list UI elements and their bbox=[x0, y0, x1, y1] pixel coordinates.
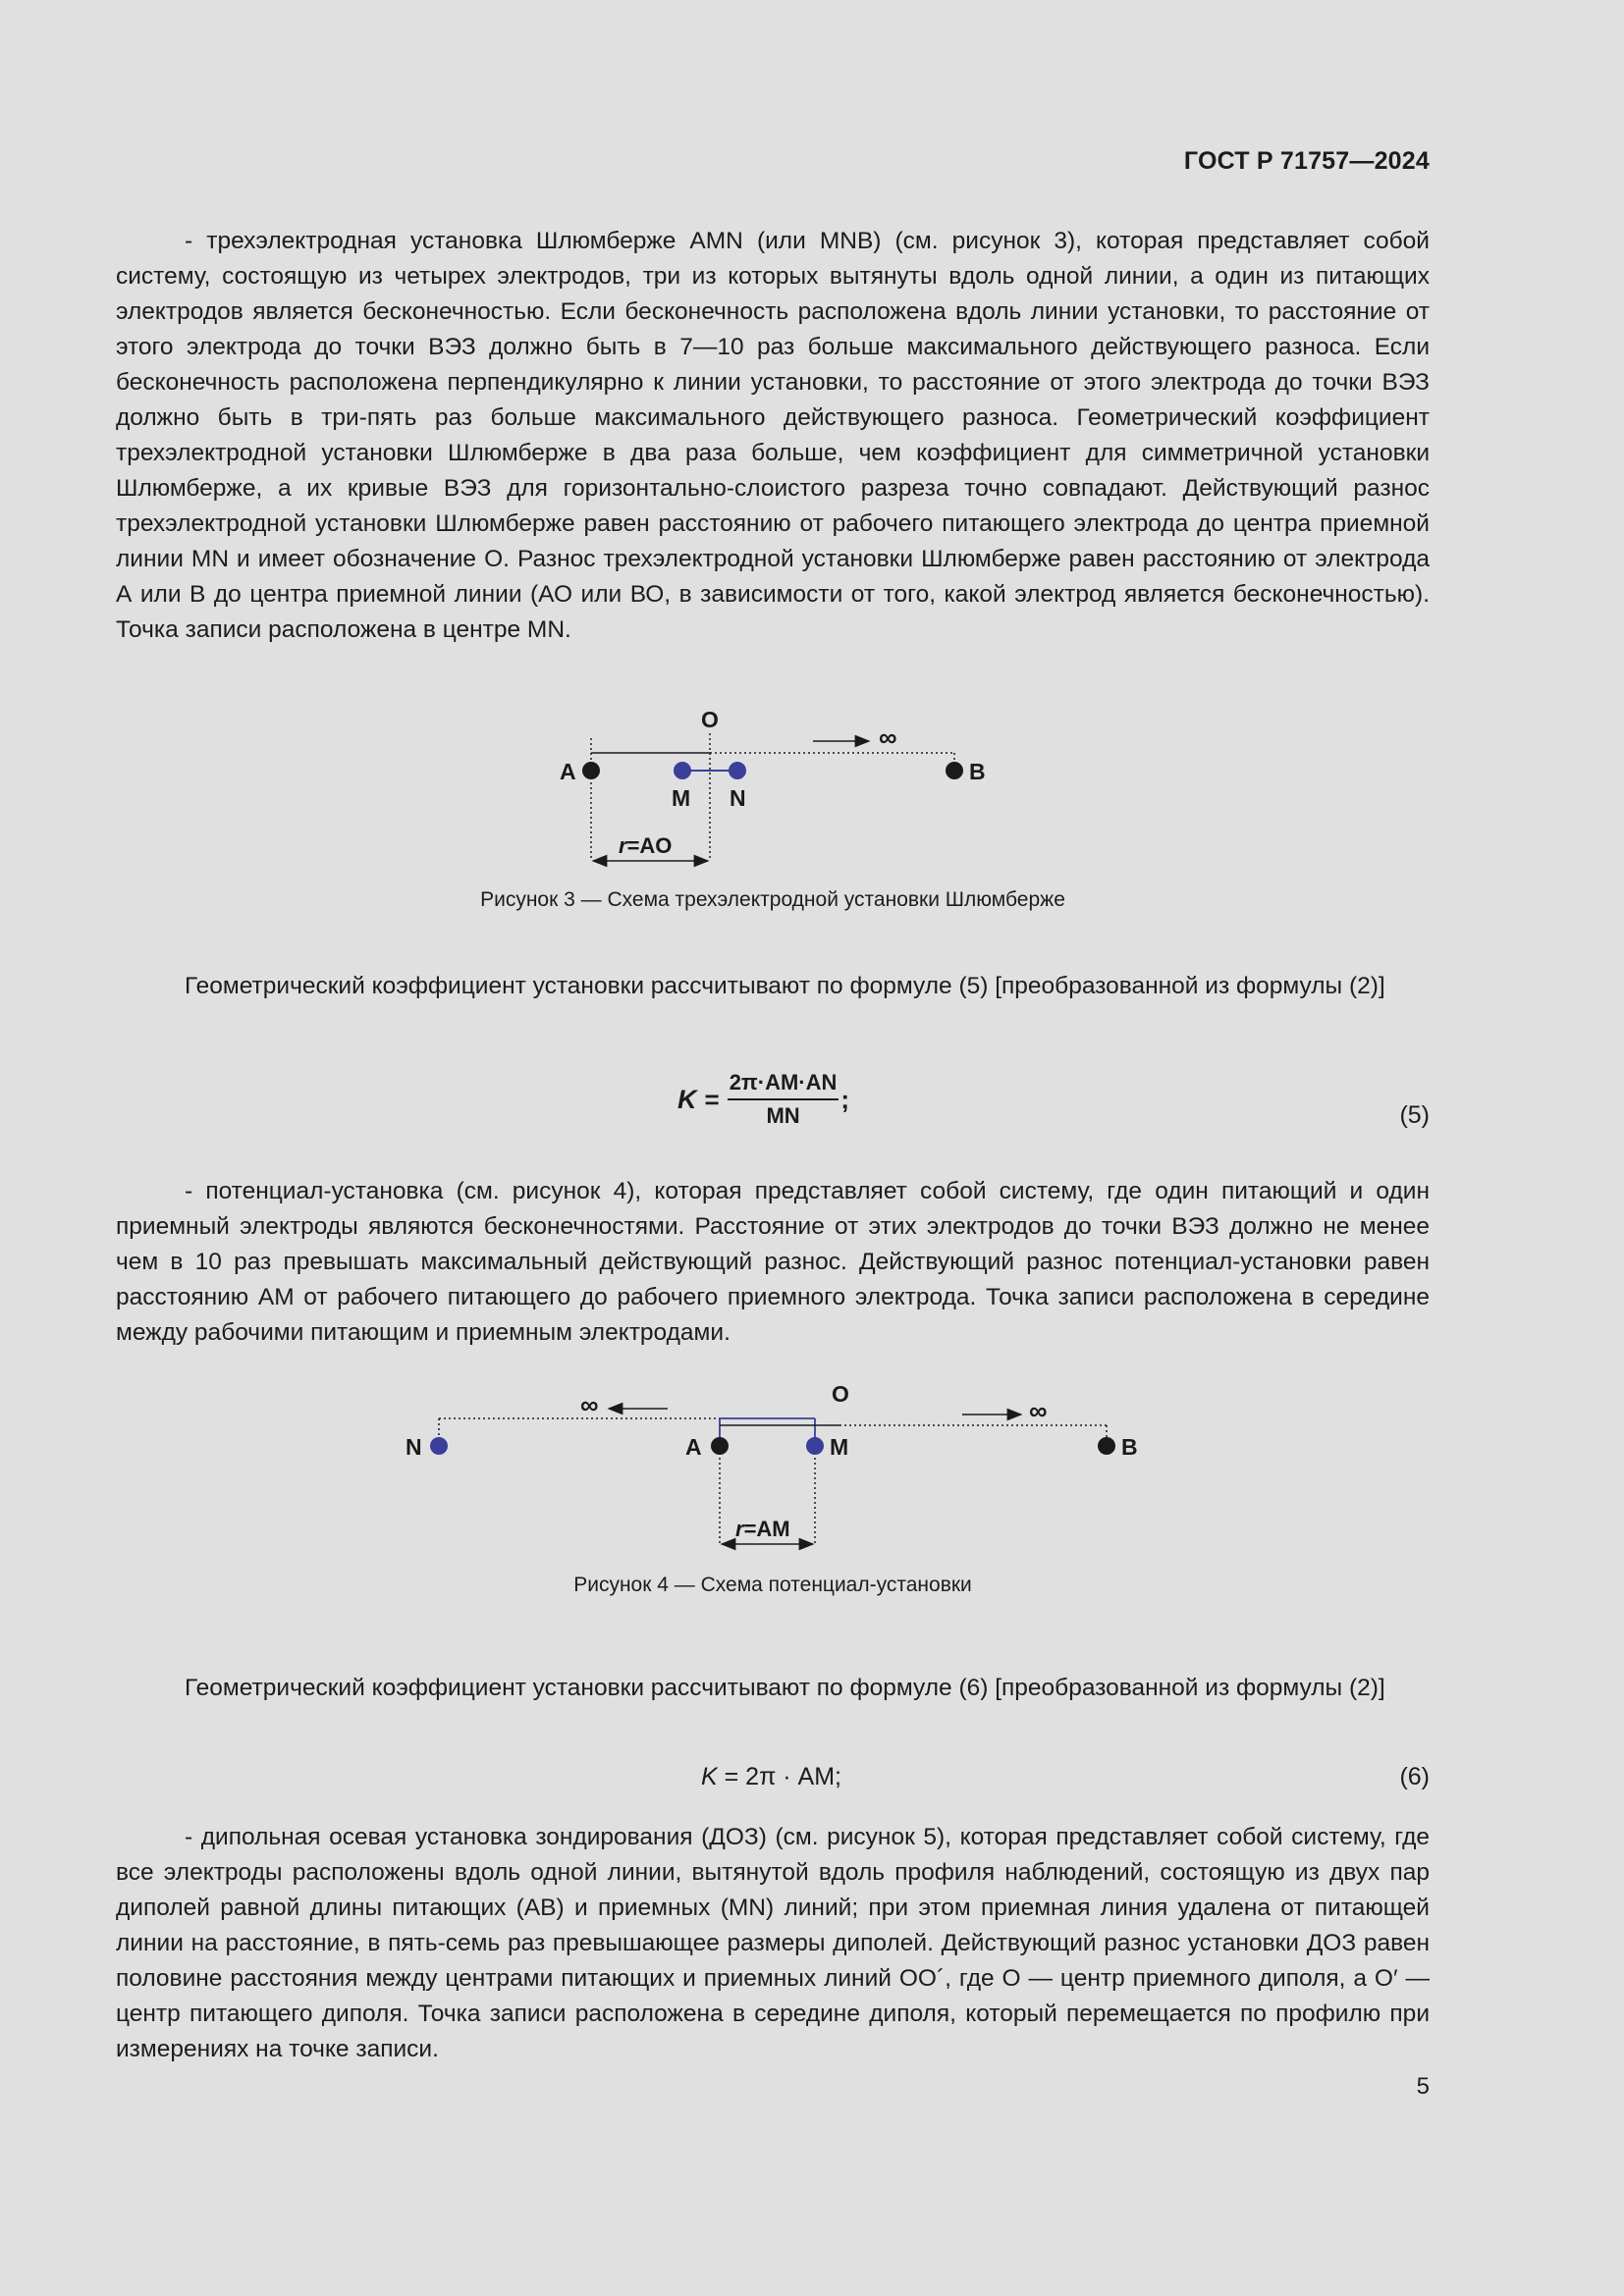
electrode-n bbox=[729, 762, 746, 779]
dimension-eq: =AM bbox=[743, 1517, 790, 1541]
infinity-symbol-left: ∞ bbox=[580, 1390, 599, 1419]
label-a: A bbox=[560, 759, 576, 784]
label-m: M bbox=[672, 785, 691, 811]
paragraph-schlumberger-three-electrode: - трехэлектродная установка Шлюмберже AMN (или MNB) (см. рисунок 3), которая представляет собой систему, состоящую из четырех электродов, три из которых вытянуты вдоль одной линии, а один из питающих электродов является бесконечностью. Если бесконечность расположена вдоль линии установки, то расстояние от этого электрода до точки ВЭЗ должно быть в 7—10 раз больше максимального действующего разноса. Если бесконечность расположена перпендикулярно к линии установки, то расстояние от этого электрода до точки ВЭЗ должно быть в три-пять раз больше максимального действующего разноса. Геометрический коэффициент трехэлектродной установки Шлюмберже в два раза больше, чем коэффициент для симметричной установки Шлюмберже, а их кривые ВЭЗ для горизонтально-слоистого разреза точно совпадают. Действующий разнос трехэлектродной установки Шлюмберже равен расстоянию от рабочего питающего электрода до центра приемной линии MN и имеет обозначение О. Разнос трехэлектродной установки Шлюмберже равен расстоянию от электрода А или В до центра приемной линии (АО или ВО, в зависимости от того, какой электрод является бесконечностью). Точка записи расположена в центре MN. bbox=[116, 228, 1430, 643]
formula-6-number: (6) bbox=[1399, 1763, 1430, 1790]
figure-3-diagram bbox=[530, 702, 1041, 879]
formula-5-lhs: K bbox=[677, 1084, 697, 1114]
label-n: N bbox=[730, 785, 746, 811]
dimension-var-r: r bbox=[619, 833, 627, 858]
paragraph-dipole-axial: - дипольная осевая установка зондирования (ДОЗ) (см. рисунок 5), которая представляет собой систему, где все электроды расположены вдоль одной линии, вытянутой вдоль профиля наблюдений, состоящую из двух пар диполей равной длины питающих (АВ) и приемных (MN) линий; при этом приемная линия удалена от питающей линии на расстояние, в пять-семь раз превышающее размеры диполей. Действующий разнос установки ДОЗ равен половине расстояния между центрами питающих и приемных линий ОО´, где О — центр приемного диполя, а О′ — центр питающего диполя. Точка записи расположена в середине диполя, который перемещается по профилю при измерениях на точке записи. bbox=[116, 1824, 1430, 2062]
label-b: B bbox=[969, 759, 986, 784]
electrode-m bbox=[674, 762, 691, 779]
label-a: A bbox=[685, 1434, 702, 1460]
formula-5-fraction bbox=[728, 1070, 839, 1129]
electrode-a bbox=[582, 762, 600, 779]
electrode-b bbox=[1098, 1437, 1115, 1455]
formula-5-number: (5) bbox=[1399, 1101, 1430, 1129]
label-o: O bbox=[832, 1381, 849, 1407]
formula-5-eq: = bbox=[704, 1084, 720, 1114]
document-header: ГОСТ Р 71757—2024 bbox=[1183, 147, 1430, 175]
paragraph-formula5-intro: Геометрический коэффициент установки рассчитывают по формуле (5) [преобразованной из формулы (2)] bbox=[185, 973, 1385, 999]
label-b: B bbox=[1121, 1434, 1138, 1460]
electrode-b bbox=[946, 762, 963, 779]
formula-6-rhs: = 2π · AM; bbox=[724, 1763, 842, 1790]
figure-3-caption: Рисунок 3 — Схема трехэлектродной установки Шлюмберже bbox=[480, 888, 1065, 911]
figure-4-diagram bbox=[398, 1369, 1164, 1556]
label-o: O bbox=[701, 707, 719, 732]
formula-5 bbox=[116, 1070, 1430, 1139]
dimension-var-r: r bbox=[735, 1517, 744, 1541]
electrode-n bbox=[430, 1437, 448, 1455]
dimension-label bbox=[735, 1517, 790, 1541]
infinity-symbol: ∞ bbox=[879, 722, 897, 752]
electrode-m bbox=[806, 1437, 824, 1455]
formula-5-numerator: 2π·AM·AN bbox=[729, 1070, 838, 1095]
dimension-eq: =AO bbox=[626, 833, 673, 858]
paragraph-formula6-intro: Геометрический коэффициент установки рассчитывают по формуле (6) [преобразованной из формулы (2)] bbox=[185, 1675, 1385, 1701]
paragraph-potential-setup: - потенциал-установка (см. рисунок 4), которая представляет собой систему, где один питающий и один приемный электроды являются бесконечностями. Расстояние от этих электродов до точки ВЭЗ должно не менее чем в 10 раз превышать максимальный действующий разнос. Действующий разнос потенциал-установки равен расстоянию АМ от рабочего питающего до рабочего приемного электрода. Точка записи расположена в середине между рабочими питающим и приемным электродами. bbox=[116, 1178, 1430, 1346]
figure-4-caption: Рисунок 4 — Схема потенциал-установки bbox=[573, 1574, 972, 1596]
formula-5-tail: ; bbox=[840, 1084, 850, 1114]
formula-5-denominator: MN bbox=[728, 1098, 839, 1129]
label-n: N bbox=[406, 1434, 422, 1460]
infinity-symbol-right: ∞ bbox=[1029, 1396, 1048, 1425]
electrode-a bbox=[711, 1437, 729, 1455]
formula-6 bbox=[116, 1763, 1430, 1798]
page-number: 5 bbox=[1416, 2073, 1430, 2100]
dimension-label bbox=[619, 833, 672, 858]
formula-6-lhs: K bbox=[701, 1763, 718, 1790]
label-m: M bbox=[830, 1434, 849, 1460]
